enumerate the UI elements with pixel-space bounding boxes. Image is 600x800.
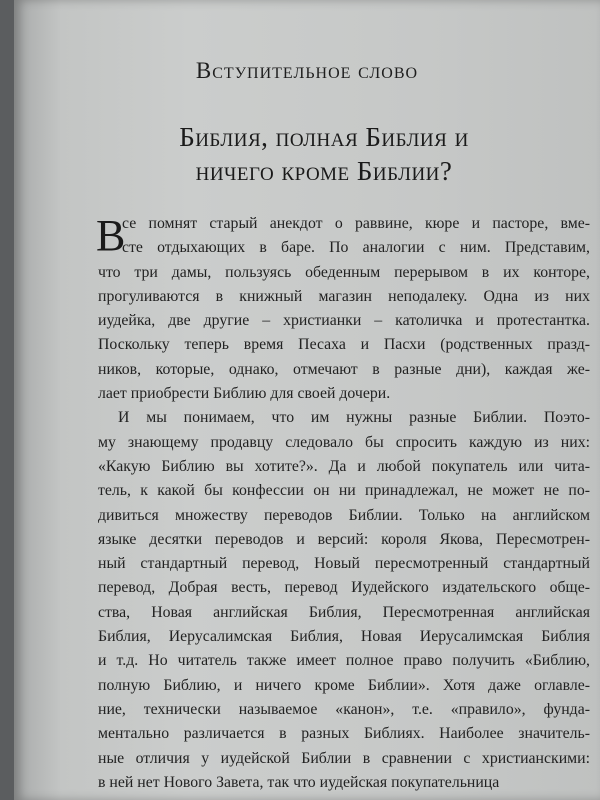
text-line: ментально различается в разных Библиях. Наиболее значитель- (98, 725, 590, 743)
body-text (98, 212, 590, 795)
text-line: иудейка, две другие – христианки – католичка и протестантка. (98, 312, 590, 330)
text-line: Библия, Иерусалимская Библия, Новая Иерусалимская Библия (98, 628, 590, 646)
text-line: лает приобрести Библию для своей дочери. (98, 385, 391, 403)
paragraph-2 (98, 406, 590, 795)
text-line: ние, технически называемое «канон», т.е. «правило», фунда- (98, 700, 590, 718)
text-line: прогуливаются в книжный магазин неподалеку. Одна из них (98, 287, 590, 305)
text-line: се помнят старый анекдот о раввине, кюре и пасторе, вме- (122, 215, 590, 232)
paragraph-1 (98, 212, 590, 406)
text-line: ные отличия у иудейской Библии в сравнении с христианскими: (98, 749, 590, 767)
text-line: сте отдыхающих в баре. По аналогии с ним. Представим, (122, 239, 590, 257)
text-line: «Какую Библию вы хотите?». Да и любой покупатель или чита- (98, 457, 590, 475)
section-title: Вступительное слово (195, 58, 419, 83)
chapter-title-line-2: ничего кроме Библии? (195, 156, 453, 186)
text-line: Поскольку теперь время Песаха и Пасхи (родственных празд- (98, 336, 590, 354)
text-line: что три дамы, пользуясь обеденным перерывом в их конторе, (98, 263, 590, 281)
text-line: му знающему продавцу следовало бы спросить каждую из них: (98, 433, 590, 451)
text-line: и т.д. Но читатель также имеет полное право получить «Библию, (98, 652, 590, 670)
text-line: ства, Новая английская Библия, Пересмотренная английская (98, 603, 590, 621)
text-line: И мы понимаем, что им нужны разные Библии. Поэто- (118, 409, 590, 427)
text-line: дивиться множеству переводов Библии. Только на английском (98, 506, 590, 524)
book-page (14, 0, 600, 800)
text-line: тель, к какой бы конфессии он ни принадлежал, не может не по- (98, 482, 590, 500)
drop-cap: В (96, 211, 126, 260)
chapter-title-line-1: Библия, полная Библия и (179, 122, 469, 152)
text-line: полную Библию, и ничего кроме Библии». Хотя даже оглавле- (98, 676, 590, 694)
text-line: ников, которые, однако, отмечают в разные дни), каждая же- (98, 360, 590, 378)
text-line: языке десятки переводов и версий: короля Якова, Пересмотрен- (98, 530, 590, 548)
chapter-title (74, 120, 574, 188)
text-line: ный стандартный перевод, Новый пересмотренный стандартный (98, 555, 590, 573)
text-line: перевод, Добрая весть, перевод Иудейского издательского обще- (98, 579, 590, 597)
text-line: в ней нет Нового Завета, так что иудейская покупательница (98, 773, 500, 791)
